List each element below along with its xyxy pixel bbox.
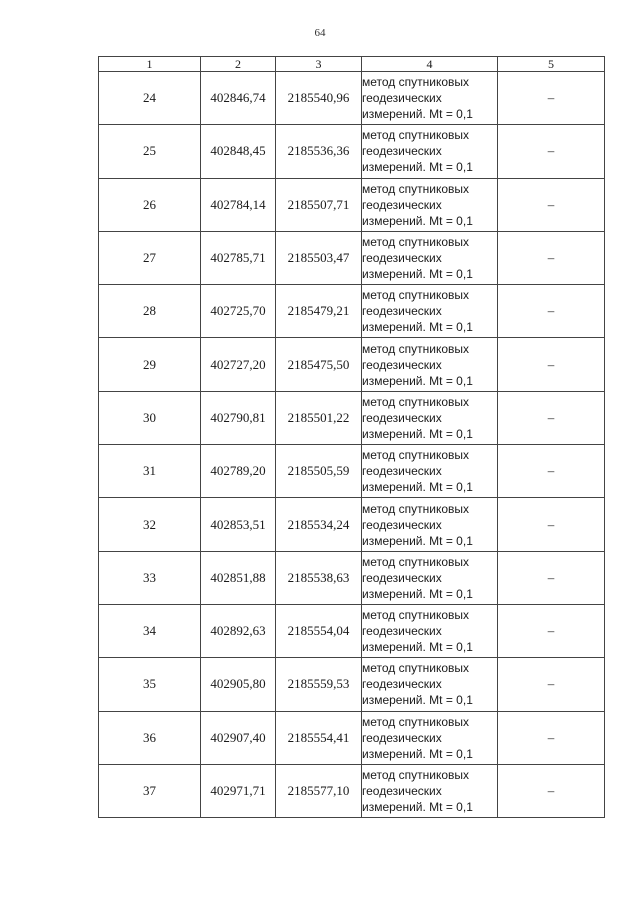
header-col-3: 3 <box>276 57 362 72</box>
method-line-3: измерений. Mt = 0,1 <box>362 480 473 495</box>
method-line-3: измерений. Mt = 0,1 <box>362 586 473 601</box>
header-col-4: 4 <box>362 57 498 72</box>
method-line-2: геодезических <box>362 784 442 798</box>
table-row <box>99 658 605 711</box>
header-col-1: 1 <box>99 57 201 72</box>
coordinate-x: 402971,71 <box>201 764 276 817</box>
coordinate-x: 402784,14 <box>201 178 276 231</box>
method-line-2: геодезических <box>362 464 442 479</box>
coordinate-y: 2185536,36 <box>276 125 362 178</box>
method-line-3: измерений. Mt = 0,1 <box>362 373 473 388</box>
method-line-1: метод спутниковых <box>362 448 470 463</box>
method-line-3: измерений. Mt = 0,1 <box>362 640 473 655</box>
method-line-1: метод спутниковых <box>362 128 470 143</box>
method-description <box>362 72 498 125</box>
coordinate-x: 402907,40 <box>201 711 276 764</box>
page-number: 64 <box>314 27 326 39</box>
note-dash: – <box>498 445 605 498</box>
point-number: 35 <box>99 658 201 711</box>
coordinates-table <box>98 56 605 818</box>
table-row <box>99 338 605 391</box>
method-description <box>362 711 498 764</box>
table-row <box>99 445 605 498</box>
header-col-5: 5 <box>498 57 605 72</box>
note-dash: – <box>498 658 605 711</box>
coordinate-x: 402848,45 <box>201 125 276 178</box>
method-line-1: метод спутниковых <box>362 608 470 623</box>
point-number: 25 <box>99 125 201 178</box>
note-dash: – <box>498 231 605 284</box>
table-row <box>99 231 605 284</box>
method-line-2: геодезических <box>362 730 442 745</box>
method-description <box>362 604 498 657</box>
method-line-2: геодезических <box>362 624 442 639</box>
method-line-1: метод спутниковых <box>362 235 470 250</box>
note-dash: – <box>498 72 605 125</box>
table-row <box>99 711 605 764</box>
note-dash: – <box>498 125 605 178</box>
coordinate-y: 2185554,04 <box>276 604 362 657</box>
method-line-3: измерений. Mt = 0,1 <box>362 213 473 228</box>
coordinate-y: 2185475,50 <box>276 338 362 391</box>
point-number: 31 <box>99 445 201 498</box>
method-line-1: метод спутниковых <box>362 341 470 356</box>
point-number: 26 <box>99 178 201 231</box>
table-header-row <box>99 57 605 72</box>
method-line-2: геодезических <box>362 677 442 692</box>
point-number: 34 <box>99 604 201 657</box>
method-description <box>362 658 498 711</box>
method-line-1: метод спутниковых <box>362 394 470 409</box>
coordinate-x: 402790,81 <box>201 391 276 444</box>
method-line-1: метод спутниковых <box>362 554 470 569</box>
method-description <box>362 498 498 551</box>
point-number: 30 <box>99 391 201 444</box>
table-row <box>99 285 605 338</box>
note-dash: – <box>498 391 605 444</box>
method-line-2: геодезических <box>362 91 442 106</box>
method-line-1: метод спутниковых <box>362 714 470 729</box>
coordinate-y: 2185503,47 <box>276 231 362 284</box>
table-row <box>99 125 605 178</box>
table-row <box>99 764 605 817</box>
method-description <box>362 178 498 231</box>
method-line-3: измерений. Mt = 0,1 <box>362 800 473 814</box>
method-description <box>362 445 498 498</box>
method-line-3: измерений. Mt = 0,1 <box>362 693 473 708</box>
method-line-1: метод спутниковых <box>362 768 470 782</box>
method-description <box>362 285 498 338</box>
note-dash: – <box>498 764 605 817</box>
method-line-1: метод спутниковых <box>362 501 470 516</box>
coordinate-x: 402725,70 <box>201 285 276 338</box>
coordinate-y: 2185540,96 <box>276 72 362 125</box>
method-line-2: геодезических <box>362 410 442 425</box>
method-description <box>362 764 498 817</box>
coordinate-x: 402853,51 <box>201 498 276 551</box>
method-description <box>362 551 498 604</box>
table-row <box>99 178 605 231</box>
coordinate-y: 2185501,22 <box>276 391 362 444</box>
note-dash: – <box>498 711 605 764</box>
coordinate-x: 402905,80 <box>201 658 276 711</box>
method-line-1: метод спутниковых <box>362 75 470 90</box>
method-line-3: измерений. Mt = 0,1 <box>362 107 473 122</box>
method-description <box>362 391 498 444</box>
coordinate-x: 402892,63 <box>201 604 276 657</box>
method-line-2: геодезических <box>362 251 442 266</box>
note-dash: – <box>498 338 605 391</box>
method-line-2: геодезических <box>362 304 442 319</box>
note-dash: – <box>498 178 605 231</box>
point-number: 33 <box>99 551 201 604</box>
table-row <box>99 498 605 551</box>
coordinate-y: 2185507,71 <box>276 178 362 231</box>
table-body <box>99 72 605 818</box>
coordinate-y: 2185479,21 <box>276 285 362 338</box>
method-description <box>362 125 498 178</box>
method-line-2: геодезических <box>362 144 442 159</box>
coordinate-x: 402789,20 <box>201 445 276 498</box>
note-dash: – <box>498 604 605 657</box>
method-line-3: измерений. Mt = 0,1 <box>362 267 473 282</box>
coordinate-y: 2185559,53 <box>276 658 362 711</box>
method-description <box>362 338 498 391</box>
method-line-1: метод спутниковых <box>362 288 470 303</box>
point-number: 29 <box>99 338 201 391</box>
method-line-2: геодезических <box>362 517 442 532</box>
table-row <box>99 391 605 444</box>
coordinate-x: 402785,71 <box>201 231 276 284</box>
coordinate-y: 2185554,41 <box>276 711 362 764</box>
method-description <box>362 231 498 284</box>
point-number: 36 <box>99 711 201 764</box>
method-line-3: измерений. Mt = 0,1 <box>362 533 473 548</box>
coordinate-y: 2185538,63 <box>276 551 362 604</box>
point-number: 37 <box>99 764 201 817</box>
method-line-3: измерений. Mt = 0,1 <box>362 160 473 175</box>
method-line-3: измерений. Mt = 0,1 <box>362 426 473 441</box>
table-row <box>99 72 605 125</box>
method-line-3: измерений. Mt = 0,1 <box>362 746 473 761</box>
point-number: 28 <box>99 285 201 338</box>
point-number: 24 <box>99 72 201 125</box>
coordinate-x: 402846,74 <box>201 72 276 125</box>
method-line-2: геодезических <box>362 570 442 585</box>
coordinate-x: 402727,20 <box>201 338 276 391</box>
point-number: 32 <box>99 498 201 551</box>
method-line-2: геодезических <box>362 357 442 372</box>
coordinate-y: 2185577,10 <box>276 764 362 817</box>
note-dash: – <box>498 498 605 551</box>
table-row <box>99 604 605 657</box>
method-line-1: метод спутниковых <box>362 181 470 196</box>
note-dash: – <box>498 285 605 338</box>
point-number: 27 <box>99 231 201 284</box>
coordinate-x: 402851,88 <box>201 551 276 604</box>
coordinate-y: 2185534,24 <box>276 498 362 551</box>
header-col-2: 2 <box>201 57 276 72</box>
method-line-2: геодезических <box>362 197 442 212</box>
method-line-3: измерений. Mt = 0,1 <box>362 320 473 335</box>
method-line-1: метод спутниковых <box>362 661 470 676</box>
table-row <box>99 551 605 604</box>
note-dash: – <box>498 551 605 604</box>
coordinate-y: 2185505,59 <box>276 445 362 498</box>
